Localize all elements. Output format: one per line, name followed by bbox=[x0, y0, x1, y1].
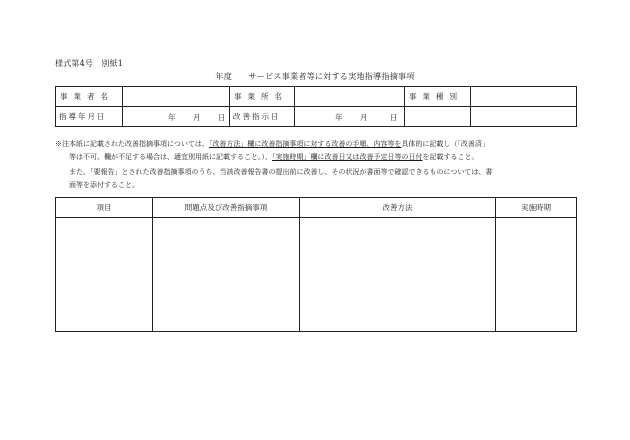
business-type-field[interactable] bbox=[471, 87, 577, 107]
business-name-label: 事業者名 bbox=[56, 87, 123, 107]
findings-table bbox=[55, 197, 577, 332]
empty-cell bbox=[471, 107, 577, 127]
year-unit: 年 bbox=[168, 113, 176, 122]
note-text: 等は不可。欄が不足する場合は、適宜別用紙に記載すること。）、 bbox=[69, 153, 272, 161]
column-header-improvement-method: 改善方法 bbox=[300, 198, 496, 218]
month-unit: 月 bbox=[360, 113, 368, 122]
issues-cell[interactable] bbox=[153, 218, 300, 332]
form-number: 様式第4号 別紙1 bbox=[55, 59, 123, 68]
note-paragraph bbox=[55, 138, 577, 164]
note-mark: ※注 bbox=[55, 140, 69, 148]
note-text: 面等を添付すること。 bbox=[69, 181, 139, 189]
day-unit: 日 bbox=[390, 113, 398, 122]
year-unit: 年 bbox=[335, 113, 343, 122]
improvement-method-cell[interactable] bbox=[300, 218, 496, 332]
month-unit: 月 bbox=[193, 113, 201, 122]
column-header-item: 項目 bbox=[56, 198, 153, 218]
deadline-label: 改善指示日 bbox=[230, 107, 295, 127]
note-text: また、「要報告」とされた改善指摘事項のうち、当該改善報告書の提出前に改善し、その状況が書面等で確認できるものについては、書 bbox=[69, 168, 493, 176]
day-unit: 日 bbox=[218, 113, 226, 122]
guidance-date-field[interactable] bbox=[123, 107, 230, 127]
office-name-label: 事業所名 bbox=[230, 87, 295, 107]
note-text: 本紙に記載された改善指摘事項については、 bbox=[69, 140, 209, 148]
column-header-issues: 問題点及び改善指摘事項 bbox=[153, 198, 300, 218]
note-underlined-text: 「改善方法」欄に改善指摘事項に対する改善の手順、内容等を bbox=[208, 140, 402, 148]
business-name-field[interactable] bbox=[123, 87, 230, 107]
implementation-date-cell[interactable] bbox=[496, 218, 577, 332]
page-title: 年度 サービス事業者等に対する実地指導指摘事項 bbox=[215, 72, 415, 81]
column-header-implementation-date: 実施時期 bbox=[496, 198, 577, 218]
deadline-field[interactable] bbox=[295, 107, 405, 127]
note-paragraph-2 bbox=[55, 166, 577, 192]
item-cell[interactable] bbox=[56, 218, 153, 332]
business-info-table bbox=[55, 86, 577, 127]
office-name-field[interactable] bbox=[295, 87, 405, 107]
empty-cell bbox=[405, 107, 471, 127]
note-text: を記載すること。 bbox=[422, 153, 479, 161]
business-type-label: 事業種別 bbox=[405, 87, 471, 107]
note-text: 具体的に記載し（「改善済」 bbox=[401, 140, 489, 148]
guidance-date-label: 指導年月日 bbox=[56, 107, 123, 127]
note-underlined-text: 「実施時期」欄に改善日又は改善予定日等の日付 bbox=[272, 153, 423, 161]
